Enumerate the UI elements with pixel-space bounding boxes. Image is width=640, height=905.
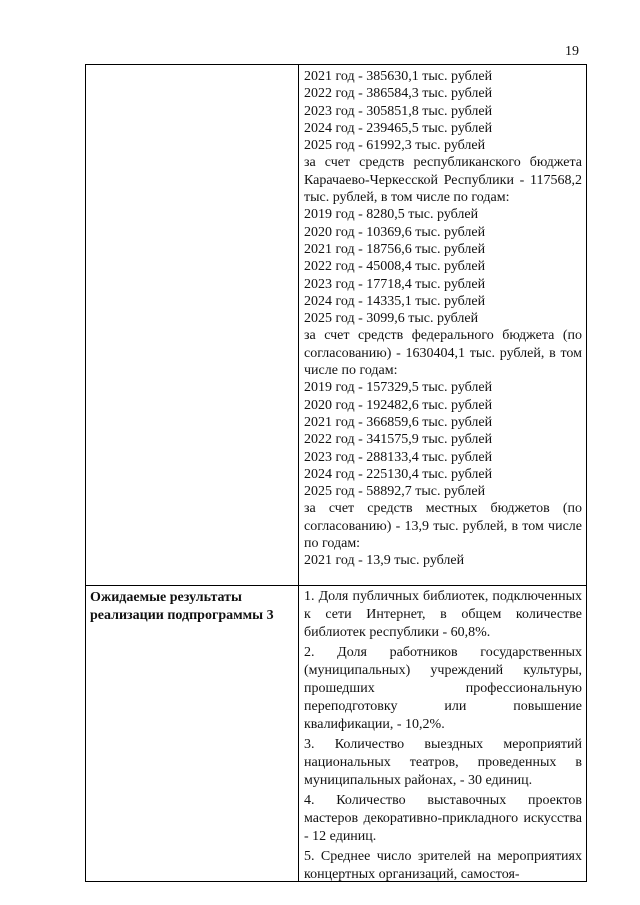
republic-budget-year: 2024 год - 14335,1 тыс. рублей bbox=[304, 293, 486, 309]
page-number: 19 bbox=[565, 44, 579, 59]
republic-budget-year: 2021 год - 18756,6 тыс. рублей bbox=[304, 241, 486, 257]
result-item: 4. Количество выставочных проектов мастеров декоративно-прикладного искусства - 12 единиц. bbox=[304, 793, 582, 844]
funding-line: 2023 год - 305851,8 тыс. рублей bbox=[304, 103, 493, 119]
federal-budget-year: 2020 год - 192482,6 тыс. рублей bbox=[304, 397, 493, 413]
result-item: 2. Доля работников государственных (муниципальных) учреждений культуры, прошедших профессиональную переподготовку или повышение квалификации, - 10,2%. bbox=[304, 645, 582, 732]
federal-budget-year: 2022 год - 341575,9 тыс. рублей bbox=[304, 432, 493, 448]
republic-budget-year: 2020 год - 10369,6 тыс. рублей bbox=[304, 224, 486, 240]
funding-line: 2022 год - 386584,3 тыс. рублей bbox=[304, 86, 493, 102]
funding-line: 2021 год - 385630,1 тыс. рублей bbox=[304, 69, 493, 84]
result-item: 3. Количество выездных мероприятий национальных театров, проведенных в муниципальных районах, - 30 единиц. bbox=[304, 737, 582, 788]
funding-cell bbox=[304, 68, 582, 570]
federal-budget-year: 2021 год - 366859,6 тыс. рублей bbox=[304, 414, 493, 430]
result-item: 5. Среднее число зрителей на мероприятиях концертных организаций, самостоя- bbox=[304, 849, 582, 882]
republic-budget-year: 2022 год - 45008,4 тыс. рублей bbox=[304, 259, 486, 275]
federal-budget-year: 2025 год - 58892,7 тыс. рублей bbox=[304, 484, 486, 500]
passport-table bbox=[85, 64, 587, 882]
results-cell bbox=[304, 588, 582, 886]
result-item: 1. Доля публичных библиотек, подключенных к сети Интернет, в общем количестве библиотек республики - 60,8%. bbox=[304, 589, 582, 640]
republic-budget-intro: за счет средств республиканского бюджета Карачаево-Черкесской Республики - 117568,2 тыс. рублей, в том числе по годам: bbox=[304, 155, 582, 206]
funding-line: 2025 год - 61992,3 тыс. рублей bbox=[304, 138, 486, 154]
federal-budget-year: 2023 год - 288133,4 тыс. рублей bbox=[304, 449, 493, 465]
local-budget-year: 2021 год - 13,9 тыс. рублей bbox=[304, 553, 465, 569]
federal-budget-year: 2019 год - 157329,5 тыс. рублей bbox=[304, 380, 493, 396]
federal-budget-year: 2024 год - 225130,4 тыс. рублей bbox=[304, 466, 493, 482]
republic-budget-year: 2025 год - 3099,6 тыс. рублей bbox=[304, 311, 479, 327]
row-divider bbox=[86, 585, 586, 586]
results-heading: Ожидаемые результаты реализации подпрограммы 3 bbox=[90, 590, 274, 623]
federal-budget-intro: за счет средств федерального бюджета (по согласованию) - 1630404,1 тыс. рублей, в том числе по годам: bbox=[304, 328, 582, 379]
column-divider bbox=[298, 65, 299, 881]
republic-budget-year: 2019 год - 8280,5 тыс. рублей bbox=[304, 207, 479, 223]
republic-budget-year: 2023 год - 17718,4 тыс. рублей bbox=[304, 276, 486, 292]
local-budget-intro: за счет средств местных бюджетов (по согласованию) - 13,9 тыс. рублей, в том числе по годам: bbox=[304, 501, 582, 552]
funding-line: 2024 год - 239465,5 тыс. рублей bbox=[304, 120, 493, 136]
